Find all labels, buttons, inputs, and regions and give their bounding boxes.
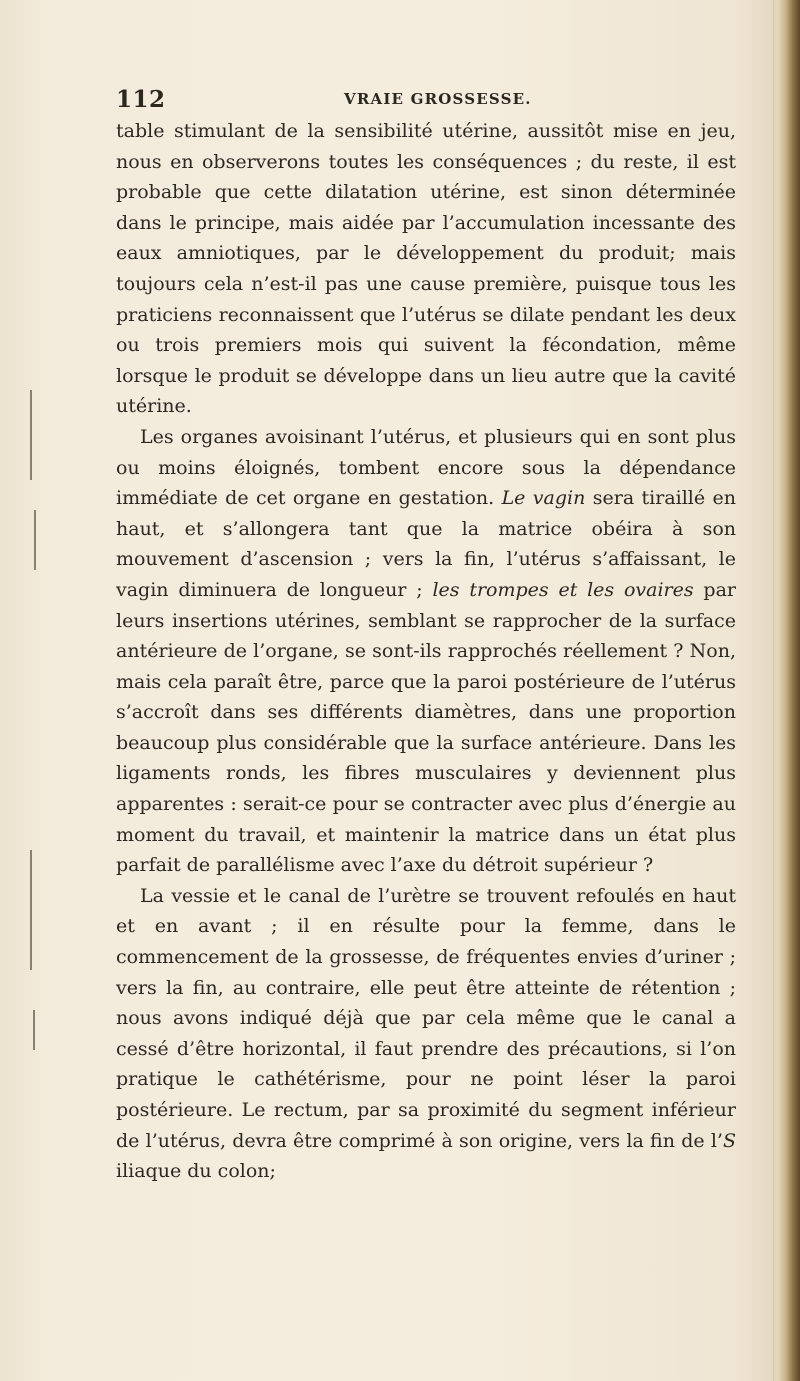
paragraph-segment: sera tiraillé en haut, et s’allongera tant que la matrice obéira à son mouvement d’ascension ; vers la fin, l’utérus s’affaissant, le vagin diminuera de longueur ; xyxy=(116,487,736,601)
paragraph-p3 xyxy=(116,881,736,1187)
page-header xyxy=(116,86,746,116)
paragraph-segment: Les organes avoisinant l’utérus, et plusieurs qui en sont plus ou moins éloignés, tombent encore sous la dépendance immédiate de cet organe en gestation. xyxy=(116,425,736,510)
paragraph-segment: La vessie et le canal de l’urètre se trouvent refoulés en haut et en avant ; il en résulte pour la femme, dans le commencement de la grossesse, de fréquentes envies d’uriner ; vers la fin, au contraire, elle peut être atteinte de rétention ; nous avons indiqué déjà que par cela même que le canal a cessé d’être horizontal, il faut prendre des précautions, si l’on pratique le cathétérisme, pour ne point léser la paroi postérieure. Le rectum, par sa proximité du segment inférieur de l’utérus, devra être comprimé à son origine, vers la fin de l’ xyxy=(116,884,736,1152)
paragraph-p2 xyxy=(116,422,736,881)
paragraph-segment: les trompes et les ovaires xyxy=(432,578,694,601)
running-head: VRAIE GROSSESSE. xyxy=(344,90,532,108)
body-text xyxy=(116,116,736,1187)
paragraph-segment: Le vagin xyxy=(501,487,586,510)
margin-marks xyxy=(30,370,44,1070)
paragraph-p1 xyxy=(116,116,736,422)
page-edge-line xyxy=(773,0,774,1381)
page-number: 112 xyxy=(116,86,166,113)
paragraph-segment: par leurs insertions utérines, semblant se rapprocher de la surface antérieure de l’organe, se sont-ils rapprochés réellement ? Non, mais cela paraît être, parce que la paroi postérieure de l’utérus s’accroît dans ses différents diamètres, dans une proportion beaucoup plus considérable que la surface antérieure. Dans les ligaments ronds, les fibres musculaires y deviennent plus apparentes : serait-ce pour se contracter avec plus d’énergie au moment du travail, et maintenir la matrice dans un état plus parfait de parallélisme avec l’axe du détroit supérieur ? xyxy=(116,578,736,877)
book-binding-edge xyxy=(778,0,800,1381)
paragraph-segment: iliaque du colon; xyxy=(116,1160,276,1183)
paragraph-segment: S xyxy=(722,1129,736,1152)
paragraph-segment: table stimulant de la sensibilité utérine, aussitôt mise en jeu, nous en observerons toutes les conséquences ; du reste, il est probable que cette dilatation utérine, est sinon déterminée dans le principe, mais aidée par l’accumulation incessante des eaux amniotiques, par le développement du produit; mais toujours cela n’est-il pas une cause première, puisque tous les praticiens reconnaissent que l’utérus se dilate pendant les deux ou trois premiers mois qui suivent la fécondation, même lorsque le produit se développe dans un lieu autre que la cavité utérine. xyxy=(116,120,736,418)
